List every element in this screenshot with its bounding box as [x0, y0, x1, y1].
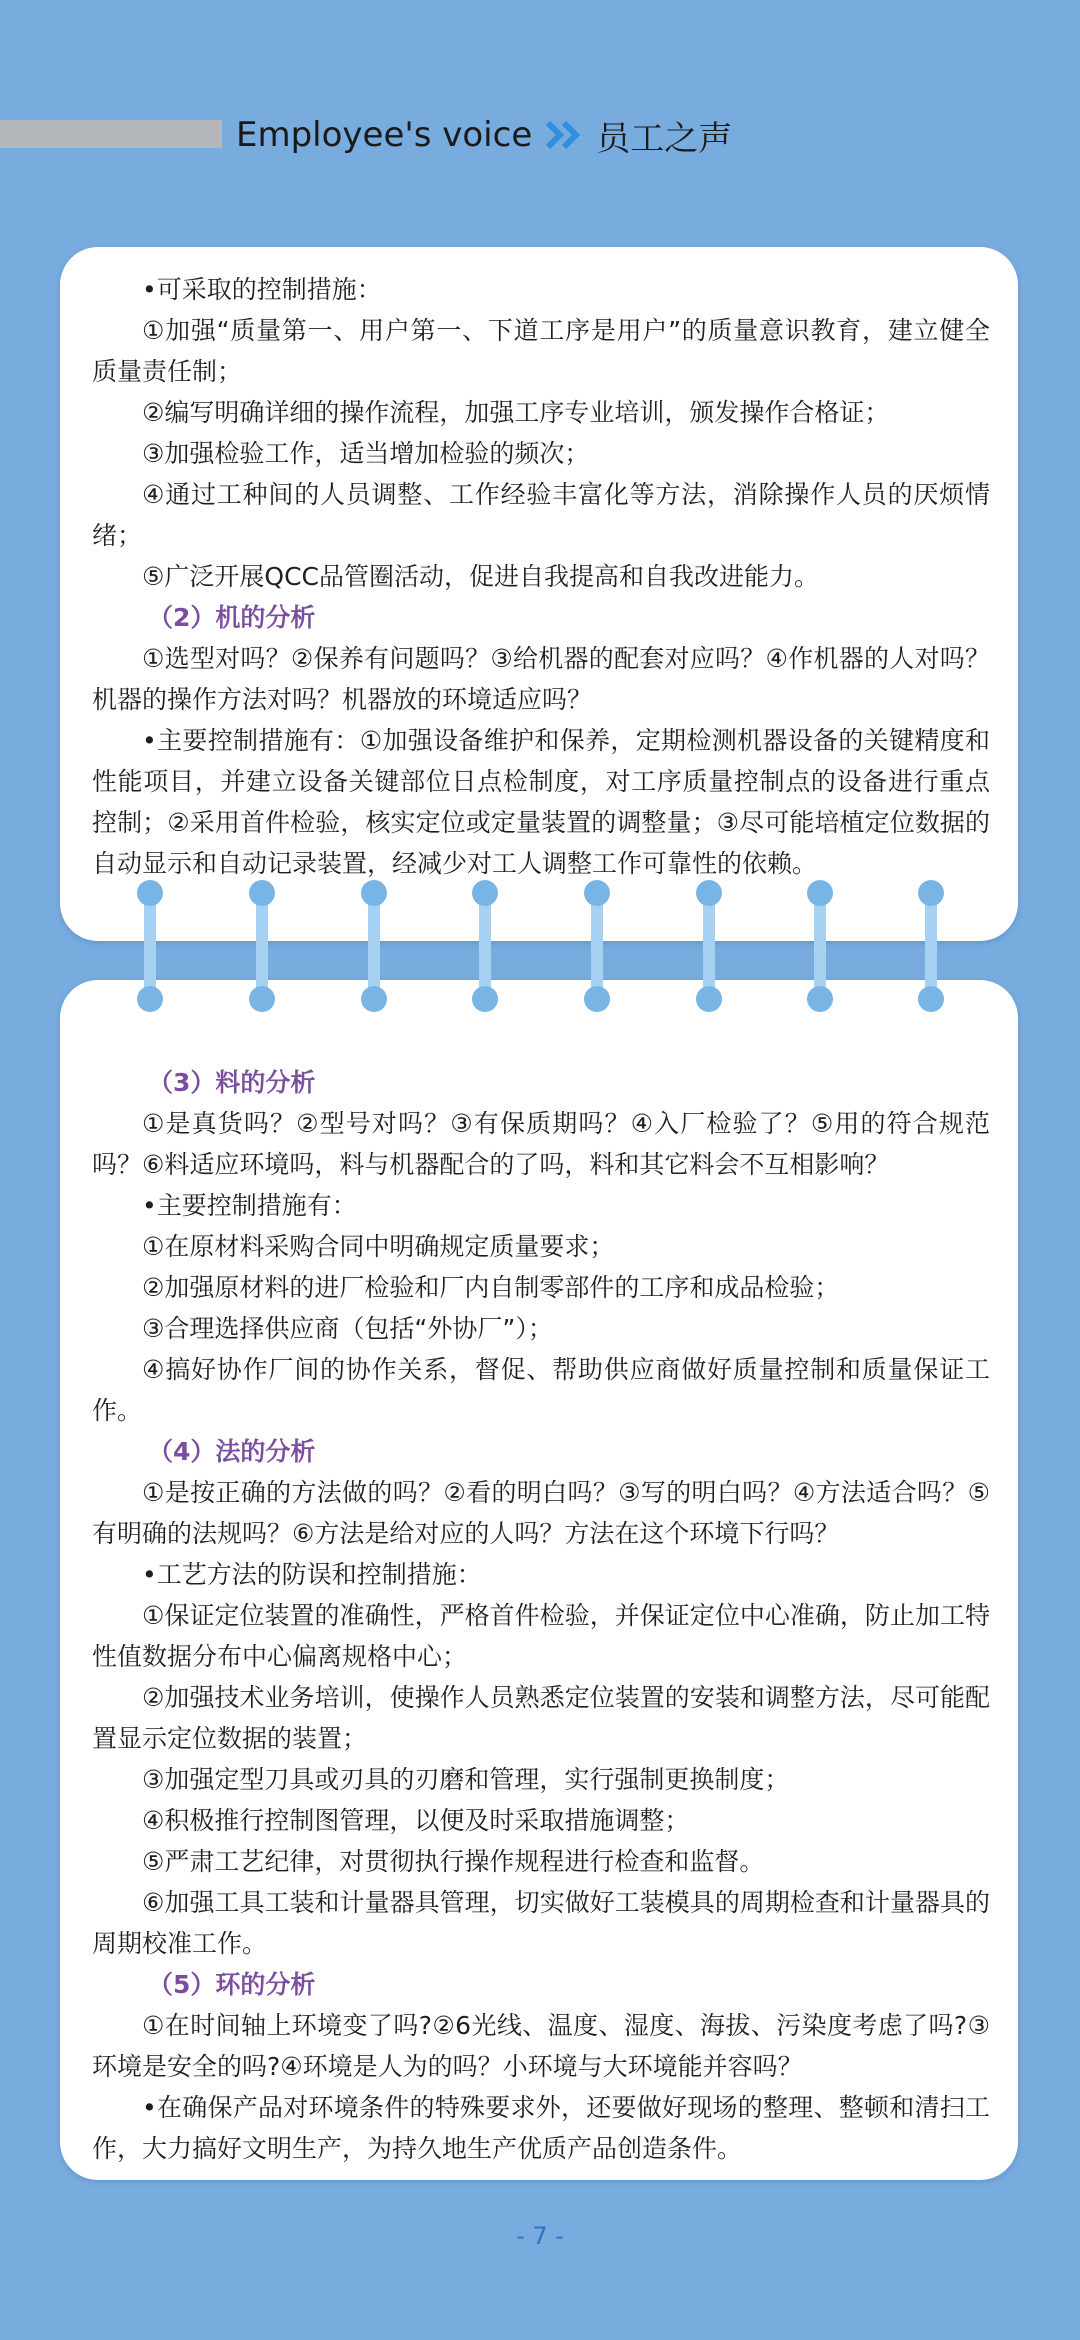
paragraph: ④积极推行控制图管理，以便及时采取措施调整；: [142, 1806, 690, 1835]
section-heading-material: （3）料的分析: [148, 1068, 316, 1097]
paragraph: ⑤广泛开展QCC品管圈活动，促进自我提高和自我改进能力。: [142, 562, 820, 591]
paragraph: ②编写明确详细的操作流程，加强工序专业培训，颁发操作合格证；: [142, 398, 890, 427]
section-heading-machine: （2）机的分析: [148, 603, 316, 632]
header-title-en: Employee's voice: [236, 115, 533, 155]
header-accent-bar: [0, 120, 222, 148]
paragraph: •工艺方法的防误和控制措施：: [142, 1560, 482, 1589]
paragraph: ①是真货吗？②型号对吗？③有保质期吗？④入厂检验了？⑤用的符合规范吗？⑥料适应环境吗，料与机器配合的了吗，料和其它料会不互相影响？: [92, 1109, 990, 1179]
paragraph: ②加强原材料的进厂检验和厂内自制零部件的工序和成品检验；: [142, 1273, 840, 1302]
page-number: - 7 -: [516, 2222, 564, 2250]
content-card-1: [60, 247, 1018, 941]
paragraph: ⑤严肃工艺纪律，对贯彻执行操作规程进行检查和监督。: [142, 1847, 765, 1876]
paragraph: ①选型对吗？②保养有问题吗？③给机器的配套对应吗？④作机器的人对吗？机器的操作方法对吗？机器放的环境适应吗？: [92, 644, 990, 714]
paragraph: ④搞好协作厂间的协作关系，督促、帮助供应商做好质量控制和质量保证工作。: [92, 1355, 990, 1425]
paragraph: ①在时间轴上环境变了吗?②6光线、温度、湿度、海拔、污染度考虑了吗?③环境是安全的吗?④环境是人为的吗？小环境与大环境能并容吗？: [92, 2011, 990, 2081]
paragraph: •可采取的控制措施：: [142, 275, 382, 304]
paragraph: •主要控制措施有：: [142, 1191, 357, 1220]
paragraph: •主要控制措施有：①加强设备维护和保养，定期检测机器设备的关键精度和性能项目，并建立设备关键部位日点检制度，对工序质量控制点的设备进行重点控制；②采用首件检验，核实定位或定量装置的调整量；③尽可能培植定位数据的自动显示和自动记录装置，经减少对工人调整工作可靠性的依赖。: [92, 726, 990, 878]
paragraph: ③加强定型刀具或刃具的刃磨和管理，实行强制更换制度；: [142, 1765, 790, 1794]
paragraph: ①保证定位装置的准确性，严格首件检验，并保证定位中心准确，防止加工特性值数据分布中心偏离规格中心；: [92, 1601, 990, 1671]
double-chevron-icon: [546, 120, 582, 150]
paragraph: •在确保产品对环境条件的特殊要求外，还要做好现场的整理、整顿和清扫工作，大力搞好文明生产，为持久地生产优质产品创造条件。: [92, 2093, 990, 2163]
paragraph: ①在原材料采购合同中明确规定质量要求；: [142, 1232, 615, 1261]
header-title-cn: 员工之声: [596, 118, 733, 159]
paragraph: ③加强检验工作，适当增加检验的频次；: [142, 439, 590, 468]
paragraph: ①加强“质量第一、用户第一、下道工序是用户”的质量意识教育，建立健全质量责任制；: [92, 316, 990, 386]
paragraph: ①是按正确的方法做的吗？②看的明白吗？③写的明白吗？④方法适合吗？⑤有明确的法规吗？⑥方法是给对应的人吗？方法在这个环境下行吗？: [92, 1478, 990, 1548]
section-header: [236, 110, 732, 160]
paragraph: ②加强技术业务培训，使操作人员熟悉定位装置的安装和调整方法，尽可能配置显示定位数据的装置；: [92, 1683, 990, 1753]
section-heading-environment: （5）环的分析: [148, 1970, 316, 1999]
content-card-2: [60, 980, 1018, 2180]
paragraph: ④通过工种间的人员调整、工作经验丰富化等方法，消除操作人员的厌烦情绪；: [92, 480, 990, 550]
paragraph: ③合理选择供应商（包括“外协厂”）；: [142, 1314, 553, 1343]
section-heading-method: （4）法的分析: [148, 1437, 316, 1466]
paragraph: ⑥加强工具工装和计量器具管理，切实做好工装模具的周期检查和计量器具的周期校准工作。: [92, 1888, 990, 1958]
